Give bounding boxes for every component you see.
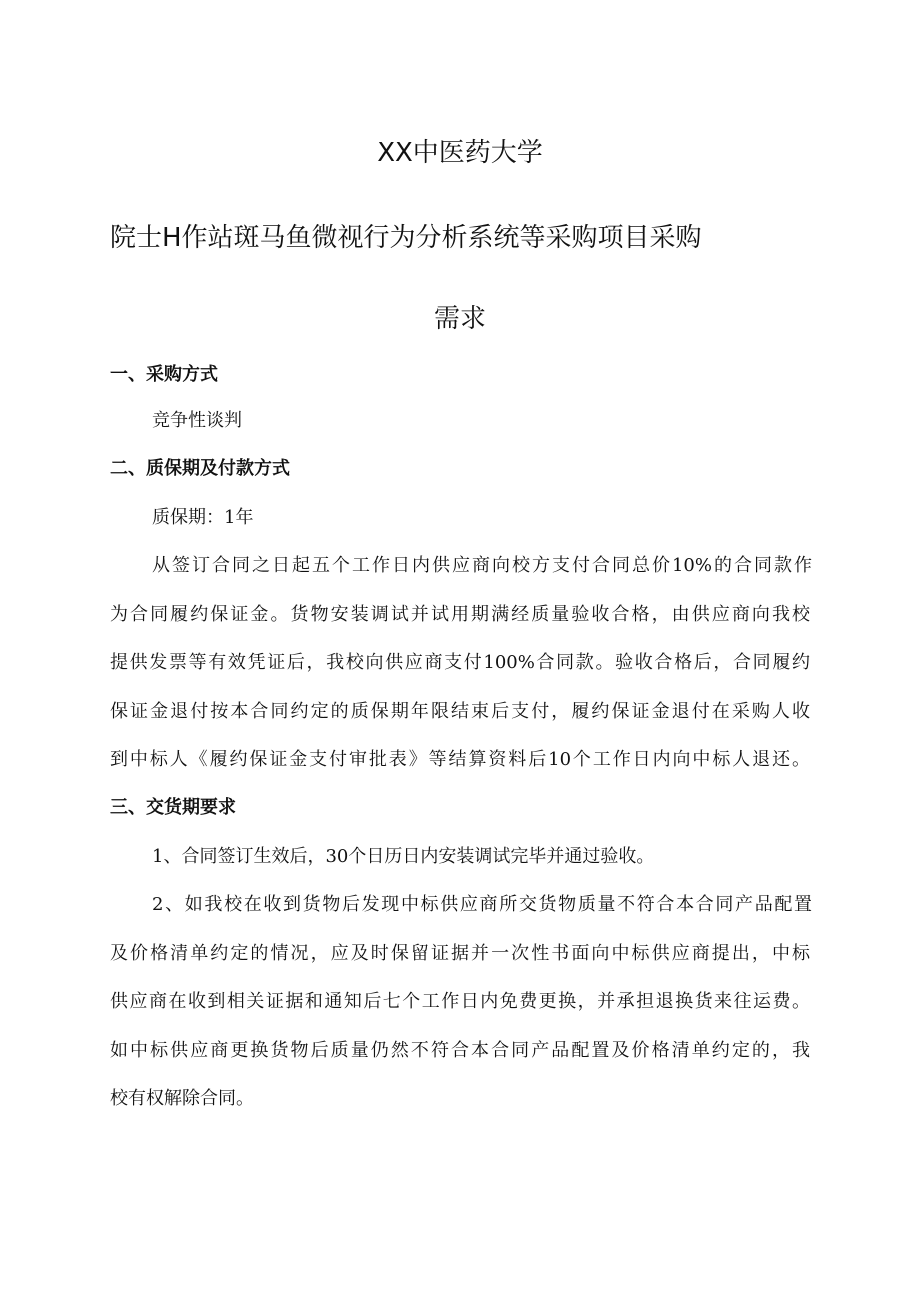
paragraph-line: 质保期：1年	[152, 507, 254, 528]
document-title-line-2: 院士H作站斑马鱼微视行为分析系统等采购项目采购	[110, 223, 702, 253]
section-heading-procurement-method: 一、采购方式	[110, 364, 218, 385]
section-heading-warranty-payment: 二、质保期及付款方式	[110, 458, 290, 479]
paragraph-line: 2、如我校在收到货物后发现中标供应商所交货物质量不符合本合同产品配置	[152, 894, 812, 915]
paragraph-line: 如中标供应商更换货物后质量仍然不符合本合同产品配置及价格清单约定的，我	[110, 1040, 810, 1061]
paragraph-line: 到中标人《履约保证金支付审批表》等结算资料后10个工作日内向中标人退还。	[110, 749, 810, 770]
paragraph-line: 1、合同签订生效后，30个日历日内安装调试完毕并通过验收。	[152, 846, 655, 867]
paragraph-line: 保证金退付按本合同约定的质保期年限结束后支付，履约保证金退付在采购人收	[110, 701, 810, 722]
paragraph-line: 校有权解除合同。	[110, 1088, 254, 1109]
paragraph-line: 及价格清单约定的情况，应及时保留证据并一次性书面向中标供应商提出，中标	[110, 943, 810, 964]
document-title-line-3: 需求	[433, 304, 486, 334]
paragraph-line: 从签订合同之日起五个工作日内供应商向校方支付合同总价10%的合同款作	[152, 555, 812, 576]
paragraph-line: 提供发票等有效凭证后，我校向供应商支付100%合同款。验收合格后，合同履约	[110, 652, 810, 673]
paragraph-line: 竞争性谈判	[152, 410, 242, 431]
paragraph-line: 为合同履约保证金。货物安装调试并试用期满经质量验收合格，由供应商向我校	[110, 604, 810, 625]
paragraph-line: 供应商在收到相关证据和通知后七个工作日内免费更换，并承担退换货来往运费。	[110, 991, 810, 1012]
document-title-line-1: XX中医药大学	[377, 138, 543, 168]
section-heading-delivery-requirements: 三、交货期要求	[110, 797, 236, 818]
